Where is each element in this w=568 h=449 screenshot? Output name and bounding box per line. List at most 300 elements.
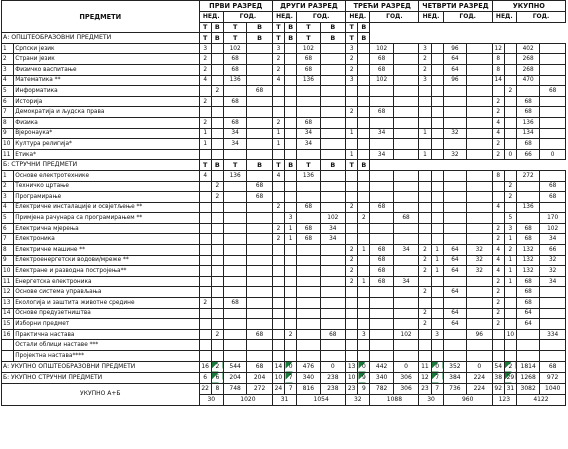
subject-name: Практична настава	[14, 329, 199, 340]
hours-cell: 102	[223, 43, 246, 54]
hours-cell	[247, 308, 273, 319]
hours-cell	[393, 149, 419, 160]
grade-4-header: ЧЕТВРТИ РАЗРЕД	[419, 1, 492, 12]
hours-cell	[393, 75, 419, 86]
hours-cell	[540, 117, 566, 128]
hours-cell	[419, 234, 431, 245]
row-number	[2, 351, 14, 362]
hours-cell: 3	[419, 43, 431, 54]
hours-cell	[370, 298, 393, 309]
total-cell: 2	[504, 361, 516, 372]
hours-cell: 68	[370, 276, 393, 287]
hours-cell: 68	[247, 86, 273, 97]
hours-cell: 1	[358, 276, 370, 287]
hours-cell	[370, 192, 393, 203]
hours-cell	[393, 202, 419, 213]
hours-cell	[223, 340, 246, 351]
hours-cell	[297, 351, 320, 362]
subject-name: Остали облици наставе ***	[14, 340, 199, 351]
grand-total-cell: 30	[419, 394, 443, 405]
hours-cell	[272, 149, 284, 160]
hours-cell: 96	[443, 75, 466, 86]
total-cell: 544	[223, 361, 246, 372]
hours-cell	[223, 107, 246, 118]
subject-name: Култура религија*	[14, 139, 199, 150]
hours-cell: 1	[504, 266, 516, 277]
hours-cell: 3	[199, 43, 211, 54]
hours-cell	[504, 107, 516, 118]
hours-cell	[247, 64, 273, 75]
hours-cell	[320, 340, 346, 351]
total-cell: 340	[297, 372, 320, 383]
hours-cell: 1	[199, 139, 211, 150]
hours-cell	[467, 319, 493, 330]
hours-cell	[540, 43, 566, 54]
total-cell: 0	[431, 361, 443, 372]
period-header: ГОД.	[443, 12, 492, 23]
hours-cell	[358, 298, 370, 309]
hours-cell	[393, 128, 419, 139]
tv-header: Т	[199, 33, 211, 44]
hours-cell	[393, 170, 419, 181]
hours-cell	[504, 75, 516, 86]
hours-cell: 102	[370, 75, 393, 86]
hours-cell: 2	[358, 213, 370, 224]
subject-name: Програмирање	[14, 192, 199, 203]
hours-cell	[358, 340, 370, 351]
hours-cell	[467, 213, 493, 224]
hours-cell	[247, 276, 273, 287]
hours-cell	[517, 192, 540, 203]
hours-cell	[272, 255, 284, 266]
hours-cell	[211, 128, 223, 139]
total-cell: 54	[492, 361, 504, 372]
hours-cell	[272, 329, 284, 340]
hours-cell	[467, 86, 493, 97]
hours-cell	[297, 319, 320, 330]
hours-cell	[540, 64, 566, 75]
hours-cell: 10	[504, 329, 516, 340]
hours-cell: 170	[540, 213, 566, 224]
tv-header: В	[358, 22, 370, 33]
hours-cell	[467, 234, 493, 245]
hours-cell	[467, 75, 493, 86]
hours-cell	[467, 139, 493, 150]
hours-cell	[358, 351, 370, 362]
hours-cell	[346, 139, 358, 150]
hours-cell: 4	[492, 128, 504, 139]
hours-cell	[272, 86, 284, 97]
hours-cell	[297, 266, 320, 277]
subject-name: Изборни предмет	[14, 319, 199, 330]
subject-row	[2, 54, 566, 65]
hours-cell	[370, 340, 393, 351]
total-cell: 1040	[540, 383, 566, 394]
hours-cell	[393, 181, 419, 192]
total-cell: 352	[443, 361, 466, 372]
hours-cell: 1	[272, 139, 284, 150]
total-general-row	[2, 361, 566, 372]
row-number: 7	[2, 234, 14, 245]
hours-cell: 2	[211, 329, 223, 340]
total-cell: 38	[492, 372, 504, 383]
hours-cell	[419, 170, 431, 181]
hours-cell: 68	[517, 287, 540, 298]
total-cell: 16	[199, 361, 211, 372]
hours-cell	[393, 139, 419, 150]
hours-cell	[370, 287, 393, 298]
hours-cell	[320, 86, 346, 97]
total-cell: 272	[247, 383, 273, 394]
hours-cell	[467, 202, 493, 213]
hours-cell	[393, 117, 419, 128]
hours-cell: 68	[297, 64, 320, 75]
hours-cell	[247, 213, 273, 224]
hours-cell: 2	[346, 202, 358, 213]
hours-cell	[211, 139, 223, 150]
hours-cell	[504, 128, 516, 139]
hours-cell	[540, 170, 566, 181]
hours-cell: 2	[492, 96, 504, 107]
hours-cell: 64	[443, 54, 466, 65]
hours-cell	[358, 139, 370, 150]
hours-cell: 4	[199, 75, 211, 86]
hours-cell	[285, 43, 297, 54]
hours-cell	[272, 319, 284, 330]
hours-cell: 64	[517, 308, 540, 319]
hours-cell	[320, 107, 346, 118]
hours-cell: 1	[199, 128, 211, 139]
hours-cell	[247, 75, 273, 86]
hours-cell	[431, 64, 443, 75]
period-header: НЕД.	[419, 12, 443, 23]
hours-cell	[370, 351, 393, 362]
hours-cell	[431, 202, 443, 213]
hours-cell: 2	[272, 64, 284, 75]
row-number: 6	[2, 96, 14, 107]
hours-cell	[320, 308, 346, 319]
hours-cell	[223, 234, 246, 245]
subject-name: Екологија и заштита животне средине	[14, 298, 199, 309]
hours-cell	[285, 287, 297, 298]
hours-cell	[247, 351, 273, 362]
hours-cell	[272, 351, 284, 362]
hours-cell: 2	[492, 139, 504, 150]
hours-cell	[285, 107, 297, 118]
hours-cell: 2	[346, 64, 358, 75]
hours-cell: 68	[297, 223, 320, 234]
hours-cell	[320, 192, 346, 203]
hours-cell	[467, 128, 493, 139]
hours-cell: 64	[443, 245, 466, 256]
hours-cell	[492, 213, 504, 224]
hours-cell	[247, 223, 273, 234]
section-title: Б: СТРУЧНИ ПРЕДМЕТИ	[2, 160, 200, 171]
total-cell: 442	[370, 361, 393, 372]
hours-cell	[247, 298, 273, 309]
tv-header: В	[247, 22, 273, 33]
hours-cell	[285, 192, 297, 203]
subject-row	[2, 139, 566, 150]
hours-cell	[346, 340, 358, 351]
tv-header: В	[211, 22, 223, 33]
subject-row	[2, 107, 566, 118]
hours-cell: 3	[419, 75, 431, 86]
total-header: УКУПНО	[492, 1, 565, 12]
total-cell: 31	[504, 383, 516, 394]
subject-row	[2, 86, 566, 97]
hours-cell	[199, 149, 211, 160]
hours-cell	[370, 181, 393, 192]
hours-cell	[272, 266, 284, 277]
hours-cell	[504, 139, 516, 150]
hours-cell	[443, 170, 466, 181]
hours-cell	[247, 266, 273, 277]
hours-cell	[504, 319, 516, 330]
subject-row	[2, 149, 566, 160]
hours-cell: 64	[443, 255, 466, 266]
hours-cell	[358, 75, 370, 86]
subject-row	[2, 319, 566, 330]
hours-cell	[504, 298, 516, 309]
hours-cell: 132	[517, 266, 540, 277]
hours-cell: 4	[492, 202, 504, 213]
hours-cell: 134	[517, 128, 540, 139]
hours-cell	[443, 181, 466, 192]
grand-total-cell: 30	[199, 394, 223, 405]
hours-cell: 4	[272, 170, 284, 181]
total-cell: 224	[467, 383, 493, 394]
hours-cell	[467, 351, 493, 362]
hours-cell: 268	[517, 54, 540, 65]
hours-cell	[467, 170, 493, 181]
hours-cell	[247, 170, 273, 181]
subject-row	[2, 192, 566, 203]
total-cell: 476	[297, 361, 320, 372]
tv-header: В	[247, 160, 273, 171]
hours-cell	[199, 340, 211, 351]
total-cell: 224	[467, 372, 493, 383]
hours-cell	[358, 192, 370, 203]
subject-name: Вјеронаука*	[14, 128, 199, 139]
grand-total-cell: 31	[272, 394, 296, 405]
hours-cell: 32	[443, 128, 466, 139]
grand-total-cell: 960	[443, 394, 492, 405]
tv-header: Т	[346, 22, 358, 33]
hours-cell	[540, 96, 566, 107]
hours-cell: 68	[223, 117, 246, 128]
hours-cell	[467, 223, 493, 234]
hours-cell: 68	[517, 223, 540, 234]
hours-cell	[443, 213, 466, 224]
hours-cell: 2	[492, 308, 504, 319]
hours-cell: 34	[540, 234, 566, 245]
total-cell: 8	[211, 383, 223, 394]
hours-cell: 136	[223, 170, 246, 181]
hours-cell: 2	[419, 64, 431, 75]
hours-cell	[199, 266, 211, 277]
hours-cell	[211, 234, 223, 245]
hours-cell	[223, 192, 246, 203]
hours-cell	[467, 287, 493, 298]
hours-cell: 2	[211, 192, 223, 203]
hours-cell	[285, 149, 297, 160]
total-cell: 1814	[517, 361, 540, 372]
hours-cell	[443, 276, 466, 287]
hours-cell	[517, 340, 540, 351]
total-cell: 748	[223, 383, 246, 394]
hours-cell	[431, 128, 443, 139]
hours-cell	[540, 128, 566, 139]
hours-cell: 1	[285, 223, 297, 234]
hours-cell: 1	[358, 245, 370, 256]
tv-header: В	[320, 22, 346, 33]
total-ab-label: УКУПНО А+Б	[2, 383, 200, 405]
hours-cell	[272, 213, 284, 224]
hours-cell	[211, 245, 223, 256]
hours-cell	[320, 54, 346, 65]
hours-cell	[393, 54, 419, 65]
hours-cell	[443, 351, 466, 362]
hours-cell	[393, 266, 419, 277]
hours-cell: 68	[370, 54, 393, 65]
hours-cell	[431, 351, 443, 362]
tv-header: Т	[346, 160, 358, 171]
hours-cell: 2	[492, 276, 504, 287]
hours-cell: 66	[540, 245, 566, 256]
hours-cell	[285, 64, 297, 75]
hours-cell: 68	[517, 234, 540, 245]
hours-cell: 68	[370, 255, 393, 266]
total-cell: 0	[320, 361, 346, 372]
subject-name: Физика	[14, 117, 199, 128]
hours-cell: 4	[492, 266, 504, 277]
hours-cell	[199, 192, 211, 203]
hours-cell	[393, 298, 419, 309]
hours-cell	[358, 128, 370, 139]
subject-name: Електричне машине **	[14, 245, 199, 256]
hours-cell	[393, 64, 419, 75]
total-cell: 12	[419, 372, 431, 383]
hours-cell: 2	[492, 298, 504, 309]
hours-cell	[358, 170, 370, 181]
hours-cell	[540, 139, 566, 150]
row-number: 4	[2, 202, 14, 213]
total-cell: 13	[346, 361, 358, 372]
hours-cell	[419, 340, 431, 351]
row-number: 3	[2, 64, 14, 75]
hours-cell	[393, 96, 419, 107]
row-number: 2	[2, 181, 14, 192]
hours-cell: 1	[431, 245, 443, 256]
hours-cell	[346, 234, 358, 245]
hours-cell: 34	[320, 223, 346, 234]
hours-cell	[358, 149, 370, 160]
hours-cell	[320, 266, 346, 277]
curriculum-table	[1, 0, 566, 406]
hours-cell	[419, 181, 431, 192]
hours-cell	[504, 287, 516, 298]
hours-cell	[199, 107, 211, 118]
hours-cell: 2	[272, 54, 284, 65]
hours-cell	[393, 234, 419, 245]
hours-cell	[431, 276, 443, 287]
subject-name: Електране и разводна постројења**	[14, 266, 199, 277]
period-header: НЕД.	[199, 12, 223, 23]
section-header	[2, 33, 566, 44]
hours-cell	[320, 149, 346, 160]
hours-cell	[540, 298, 566, 309]
hours-cell	[419, 213, 431, 224]
total-cell: 306	[393, 372, 419, 383]
hours-cell: 68	[370, 202, 393, 213]
total-cell: 782	[370, 383, 393, 394]
hours-cell: 2	[211, 86, 223, 97]
hours-cell	[199, 255, 211, 266]
total-cell: 238	[320, 383, 346, 394]
tv-header: Т	[297, 22, 320, 33]
hours-cell	[393, 308, 419, 319]
hours-cell	[467, 276, 493, 287]
hours-cell: 1	[504, 234, 516, 245]
hours-cell	[358, 202, 370, 213]
hours-cell	[247, 128, 273, 139]
hours-cell	[393, 340, 419, 351]
subject-row	[2, 351, 566, 362]
hours-cell: 1	[419, 128, 431, 139]
total-ab-row	[2, 383, 566, 394]
hours-cell	[492, 329, 504, 340]
hours-cell	[419, 329, 431, 340]
hours-cell: 2	[419, 255, 431, 266]
hours-cell	[285, 128, 297, 139]
hours-cell	[272, 245, 284, 256]
hours-cell: 2	[346, 266, 358, 277]
hours-cell	[285, 202, 297, 213]
hours-cell	[419, 276, 431, 287]
total-cell: 7	[431, 383, 443, 394]
hours-cell: 2	[419, 308, 431, 319]
grade-3-header: ТРЕЋИ РАЗРЕД	[346, 1, 419, 12]
hours-cell: 136	[297, 170, 320, 181]
hours-cell: 2	[272, 234, 284, 245]
hours-cell	[346, 223, 358, 234]
hours-cell	[492, 340, 504, 351]
row-number: 4	[2, 75, 14, 86]
hours-cell: 1	[504, 276, 516, 287]
hours-cell	[358, 255, 370, 266]
hours-cell	[199, 245, 211, 256]
hours-cell	[199, 86, 211, 97]
hours-cell	[370, 308, 393, 319]
hours-cell: 68	[540, 192, 566, 203]
hours-cell	[211, 96, 223, 107]
hours-cell	[247, 234, 273, 245]
hours-cell	[272, 308, 284, 319]
hours-cell: 3	[504, 223, 516, 234]
hours-cell: 334	[540, 329, 566, 340]
hours-cell	[517, 351, 540, 362]
hours-cell	[223, 86, 246, 97]
hours-cell	[443, 223, 466, 234]
hours-cell	[297, 298, 320, 309]
hours-cell: 68	[247, 181, 273, 192]
hours-cell	[285, 351, 297, 362]
hours-cell	[297, 213, 320, 224]
hours-cell: 68	[540, 86, 566, 97]
hours-cell	[247, 117, 273, 128]
hours-cell	[540, 340, 566, 351]
